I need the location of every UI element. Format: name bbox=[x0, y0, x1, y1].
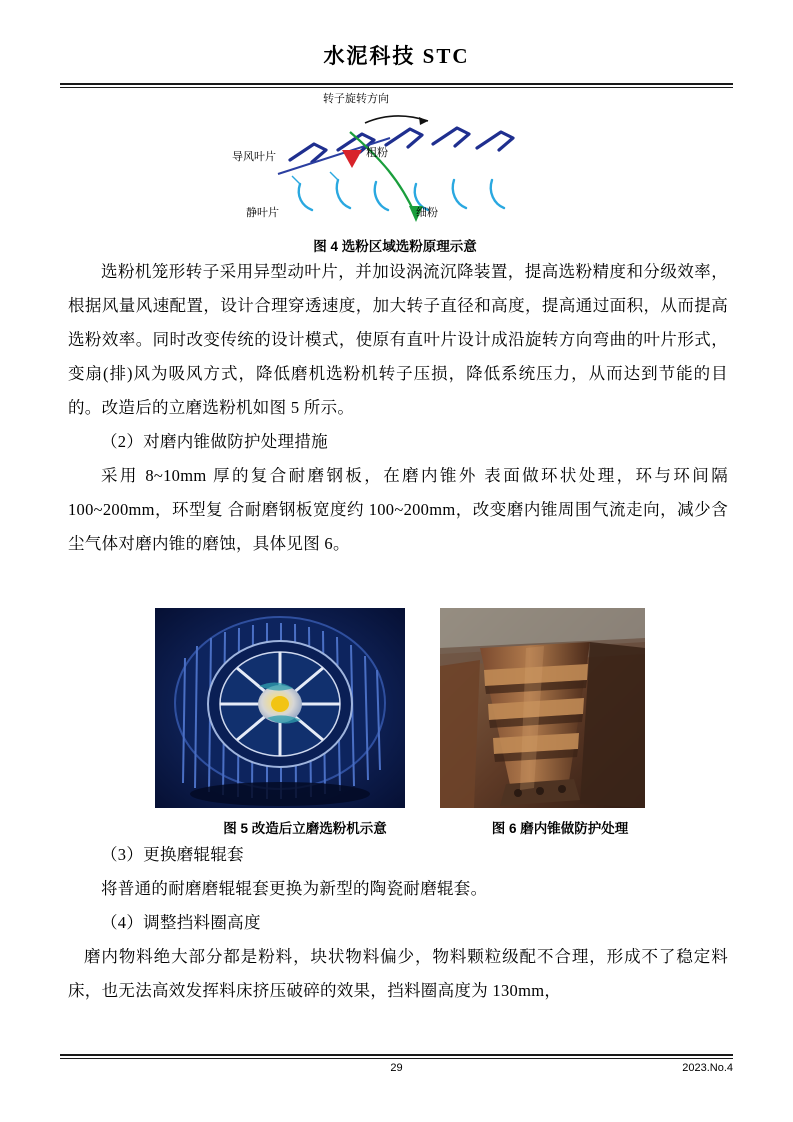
figure-4-diagram bbox=[230, 88, 560, 233]
label-fine-powder: 细粉 bbox=[416, 207, 438, 219]
figure-captions-row bbox=[120, 817, 680, 837]
footer-rule-bottom bbox=[60, 1058, 733, 1059]
paragraph-6-heading: （4）调整挡料圈高度 bbox=[101, 913, 261, 932]
body-content-lower bbox=[68, 838, 728, 1008]
page-number: 29 bbox=[390, 1062, 403, 1074]
label-guide-vane: 导风叶片 bbox=[232, 151, 276, 163]
figure-6-caption: 图 6 磨内锥做防护处理 bbox=[491, 821, 629, 836]
label-coarse-powder: 粗粉 bbox=[366, 147, 388, 159]
journal-title: 水泥科技 STC bbox=[323, 44, 470, 68]
header-rule-top bbox=[60, 83, 733, 85]
paragraph-1: 选粉机笼形转子采用异型动叶片，并加设涡流沉降装置，提高选粉精度和分级效率，根据风量风速配置，设计合理穿透速度，加大转子直径和高度，提高通过面积，从而提高选粉效率。同时改变传统的设计模式，使原有直叶片设计成沿旋转方向弯曲的叶片形式，变扇(排)风为吸风方式，降低磨机选粉机转子压损，降低系统压力，从而达到节能的目的。改造后的立磨选粉机如图 5 所示。 bbox=[68, 262, 728, 417]
figure-4-caption: 图 4 选粉区域选粉原理示意 bbox=[313, 239, 477, 254]
figure-5-image bbox=[155, 608, 405, 808]
page-header bbox=[60, 40, 733, 70]
paragraph-2-heading: （2）对磨内锥做防护处理措施 bbox=[101, 432, 328, 451]
paragraph-4-heading: （3）更换磨辊辊套 bbox=[101, 845, 244, 864]
figure-5-caption: 图 5 改造后立磨选粉机示意 bbox=[223, 821, 387, 836]
footer-rule-top bbox=[60, 1054, 733, 1056]
paragraph-7: 磨内物料绝大部分都是粉料，块状物料偏少，物料颗粒级配不合理，形成不了稳定料床，也无法高效发挥料床挤压破碎的效果，挡料圈高度为 130mm， bbox=[68, 947, 728, 1000]
paragraph-3: 采用 8~10mm 厚的复合耐磨钢板，在磨内锥外 表面做环状处理，环与环间隔 100~200mm，环型复 合耐磨钢板宽度约 100~200mm，改变磨内锥周围气流走向，减少含尘气体对磨内锥的磨蚀，具体见图 6。 bbox=[68, 466, 728, 553]
label-rotor-direction: 转子旋转方向 bbox=[323, 93, 389, 105]
label-static-vane: 静叶片 bbox=[246, 207, 279, 219]
issue-label: 2023.No.4 bbox=[682, 1062, 733, 1074]
figure-6-image bbox=[440, 608, 645, 808]
paragraph-5: 将普通的耐磨磨辊辊套更换为新型的陶瓷耐磨辊套。 bbox=[101, 879, 488, 898]
body-content bbox=[68, 255, 728, 561]
figure-photos-row bbox=[155, 608, 645, 808]
